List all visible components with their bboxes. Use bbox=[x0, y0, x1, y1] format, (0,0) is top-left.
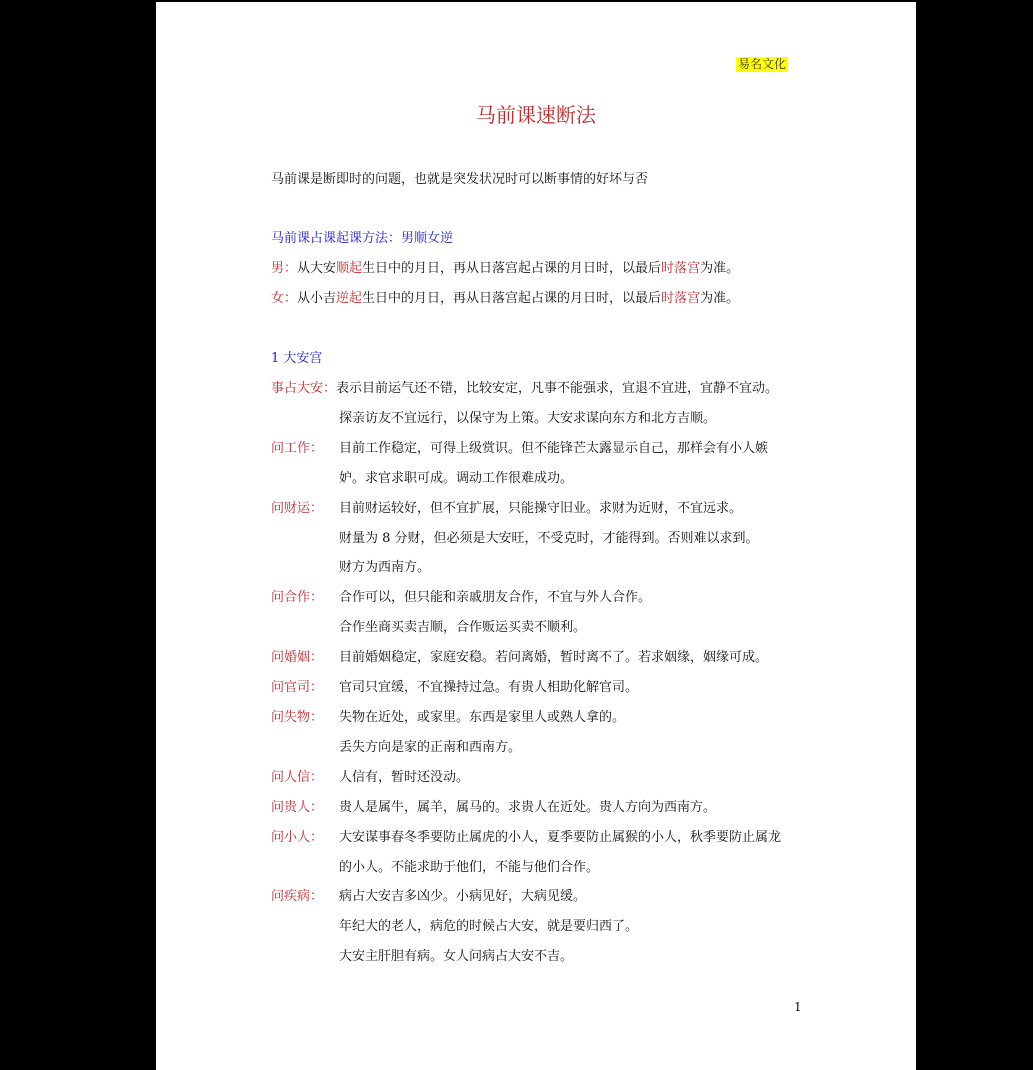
entry-text: 探亲访友不宜远行，以保守为上策。大安求谋向东方和北方吉顺。 bbox=[339, 411, 717, 426]
entry-guansi bbox=[271, 679, 638, 697]
entry-xiaoren bbox=[271, 829, 781, 847]
entry-hunyin bbox=[271, 649, 768, 667]
entry-label: 问婚姻： bbox=[271, 650, 324, 665]
entry-text: 官司只宜缓，不宜操持过急。有贵人相助化解官司。 bbox=[339, 680, 639, 695]
male-text-b: 顺起 bbox=[336, 261, 363, 276]
male-label: 男： bbox=[271, 261, 298, 276]
entry-text: 合作可以，但只能和亲戚朋友合作，不宜与外人合作。 bbox=[339, 590, 652, 605]
brand-tag: 易名文化 bbox=[738, 57, 787, 71]
entry-label: 问失物： bbox=[271, 710, 324, 725]
entry-text: 丢失方向是家的正南和西南方。 bbox=[339, 740, 522, 755]
female-text-c: 生日中的月日，再从日落宫起占课的月日时，以最后 bbox=[362, 291, 662, 306]
entry-text: 年纪大的老人，病危的时候占大安，就是要归西了。 bbox=[339, 919, 639, 934]
entry-text: 目前婚姻稳定，家庭安稳。若问离婚，暂时离不了。若求姻缘，姻缘可成。 bbox=[339, 650, 769, 665]
female-text-e: 为准。 bbox=[700, 291, 740, 306]
male-rule bbox=[271, 260, 739, 278]
entry-text: 人信有，暂时还没动。 bbox=[339, 770, 470, 785]
entry-text: 贵人是属牛，属羊，属马的。求贵人在近处。贵人方向为西南方。 bbox=[339, 800, 717, 815]
entry-hezuo bbox=[271, 589, 651, 607]
entry-label: 事占大安： bbox=[271, 381, 337, 396]
entry-text: 病占大安吉多凶少。小病见好，大病见缓。 bbox=[339, 889, 587, 904]
entry-text: 失物在近处，或家里。东西是家里人或熟人拿的。 bbox=[339, 710, 626, 725]
entry-text: 大安主肝胆有病。女人问病占大安不吉。 bbox=[339, 949, 574, 964]
entry-label: 问人信： bbox=[271, 770, 324, 785]
entry-text: 财量为 8 分财，但必须是大安旺，不受克时，才能得到。否则难以求到。 bbox=[339, 531, 759, 546]
male-text-d: 时落宫 bbox=[661, 261, 701, 276]
document-page bbox=[156, 2, 916, 1070]
female-text-d: 时落宫 bbox=[661, 291, 701, 306]
entry-text: 合作坐商买卖吉顺，合作贩运买卖不顺利。 bbox=[339, 620, 587, 635]
entry-shiwu bbox=[271, 709, 625, 727]
male-text-c: 生日中的月日，再从日落宫起占课的月日时，以最后 bbox=[362, 261, 662, 276]
male-text-e: 为准。 bbox=[700, 261, 740, 276]
entry-text: 的小人。不能求助于他们，不能与他们合作。 bbox=[339, 860, 600, 875]
entry-jibing bbox=[271, 888, 586, 906]
entry-text: 表示目前运气还不错，比较安定，凡事不能强求，宜退不宜进，宜静不宜动。 bbox=[336, 381, 779, 396]
section-heading: 1 大安宫 bbox=[271, 351, 323, 366]
female-label: 女： bbox=[271, 291, 298, 306]
female-text-b: 逆起 bbox=[336, 291, 363, 306]
entry-gongzuo bbox=[271, 440, 768, 458]
entry-shizhan bbox=[271, 380, 778, 398]
entry-label: 问财运： bbox=[271, 501, 324, 516]
entry-caiyun bbox=[271, 500, 742, 518]
male-text-a: 从大安 bbox=[297, 261, 337, 276]
entry-text: 目前工作稳定，可得上级赏识。但不能锋芒太露显示自己，那样会有小人嫉 bbox=[339, 441, 769, 456]
page-number: 1 bbox=[794, 1000, 802, 1014]
entry-text: 妒。求官求职可成。调动工作很难成功。 bbox=[339, 471, 574, 486]
entry-label: 问工作： bbox=[271, 441, 324, 456]
female-text-a: 从小吉 bbox=[297, 291, 337, 306]
entry-label: 问官司： bbox=[271, 680, 324, 695]
entry-label: 问合作： bbox=[271, 590, 324, 605]
entry-label: 问贵人： bbox=[271, 800, 324, 815]
intro-text: 马前课是断即时的问题，也就是突发状况时可以断事情的好坏与否 bbox=[271, 172, 649, 187]
entry-label: 问小人： bbox=[271, 830, 324, 845]
entry-guiren bbox=[271, 799, 716, 817]
method-heading: 马前课占课起课方法：男顺女逆 bbox=[271, 231, 454, 246]
entry-label: 问疾病： bbox=[271, 889, 324, 904]
entry-text: 目前财运较好，但不宜扩展，只能操守旧业。求财为近财，不宜远求。 bbox=[339, 501, 743, 516]
female-rule bbox=[271, 290, 739, 308]
entry-text: 大安谋事春冬季要防止属虎的小人，夏季要防止属猴的小人，秋季要防止属龙 bbox=[339, 830, 782, 845]
entry-text: 财方为西南方。 bbox=[339, 560, 431, 575]
page-title: 马前课速断法 bbox=[476, 103, 596, 127]
entry-renxin bbox=[271, 769, 469, 787]
